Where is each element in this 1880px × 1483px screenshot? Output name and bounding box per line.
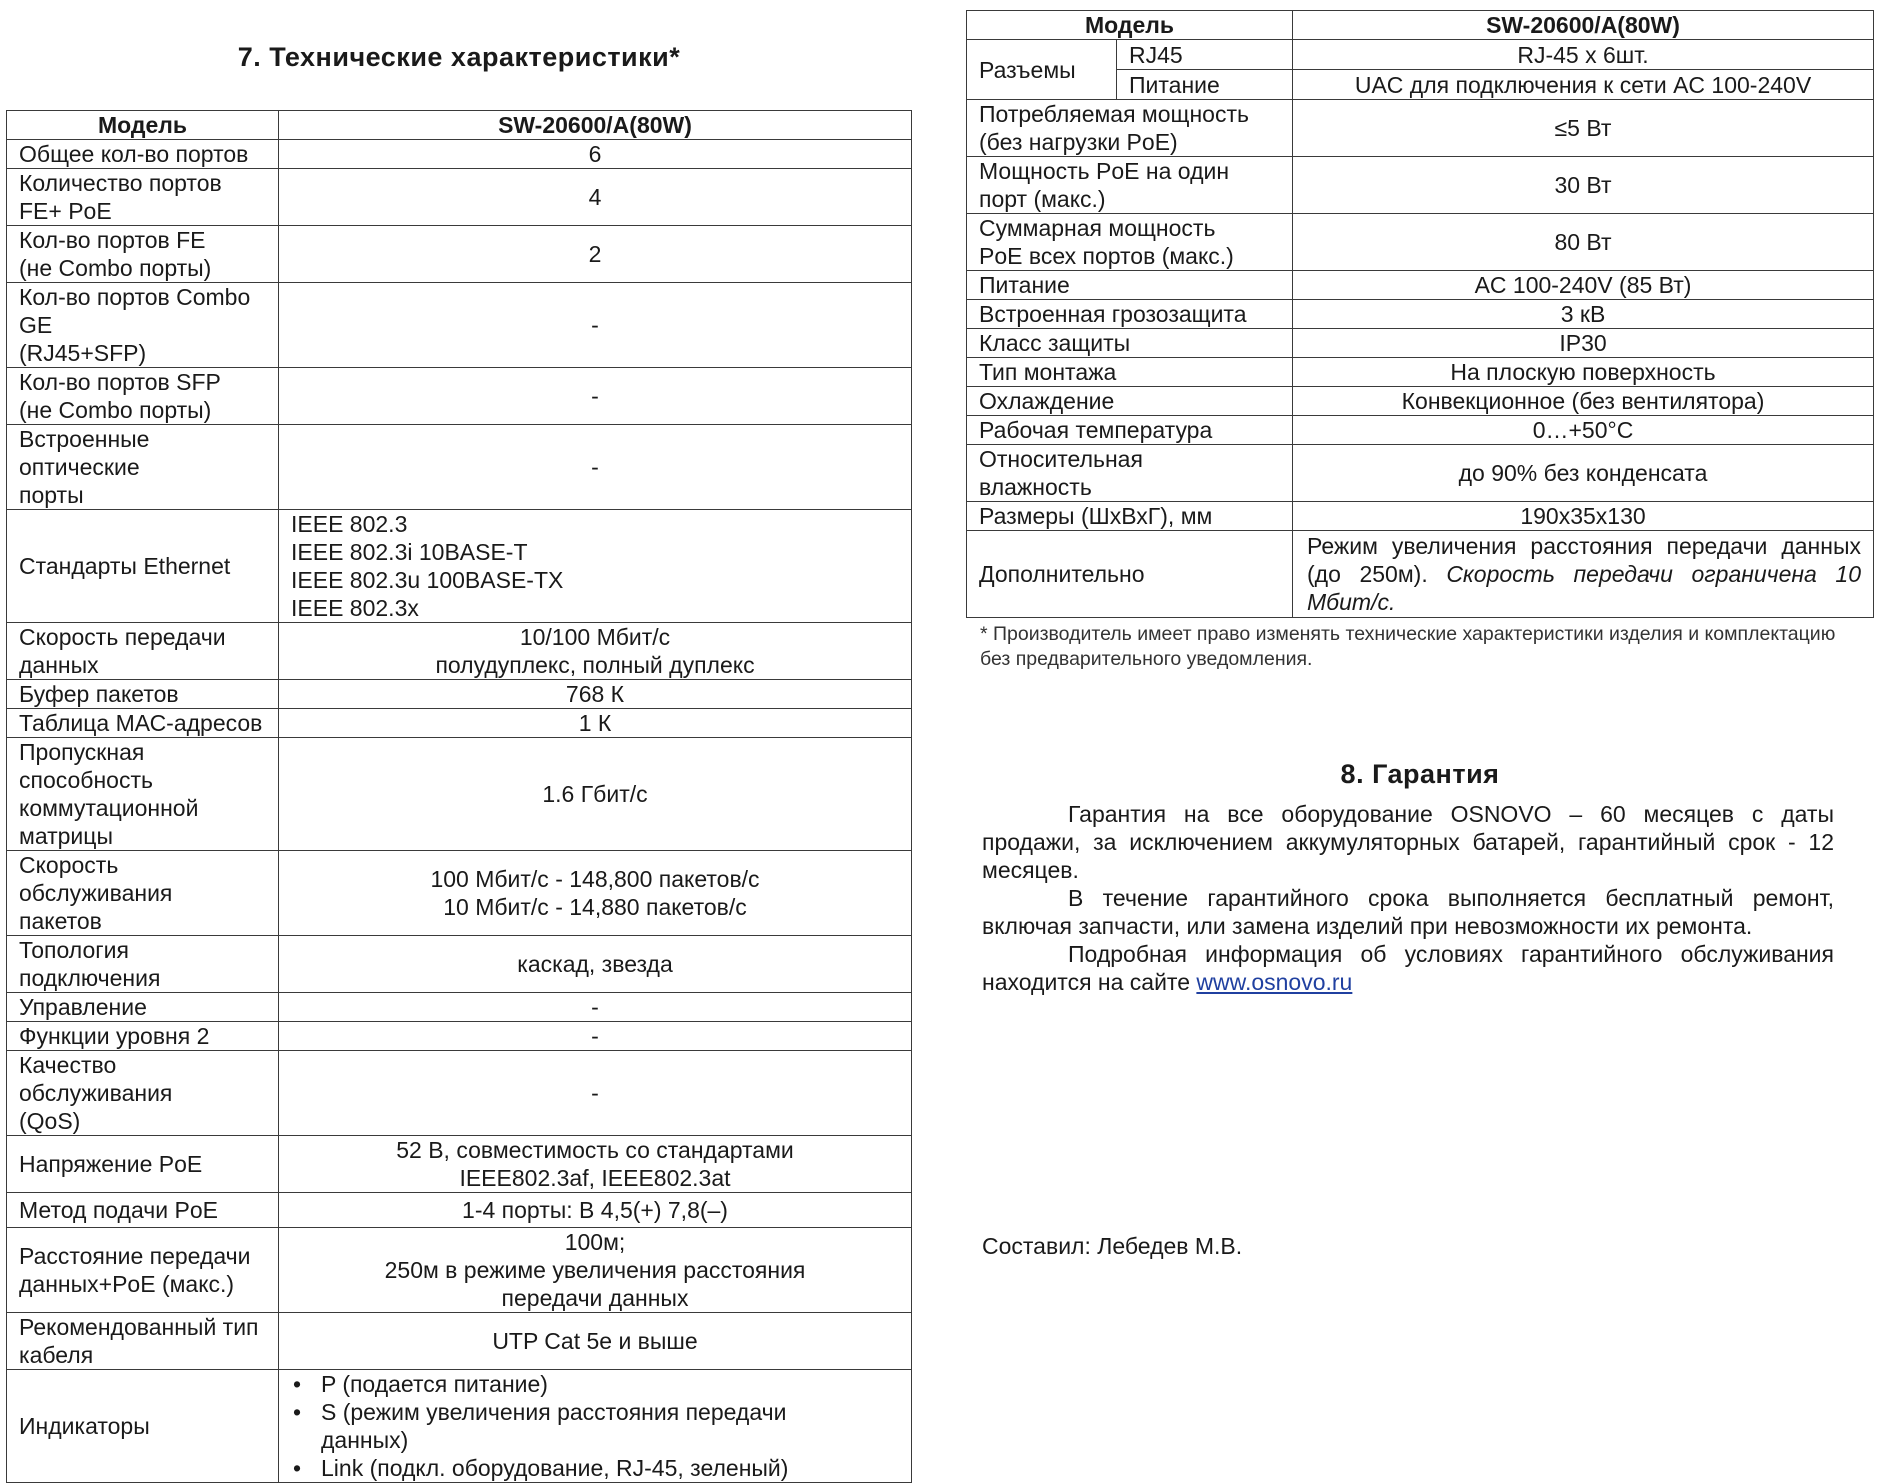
cell-line: -: [591, 312, 599, 338]
cell-line: Класс защиты: [979, 330, 1131, 356]
cell-line: 4: [588, 184, 602, 210]
extra-row-body: [967, 531, 1874, 618]
cell-line: UTP Cat 5e и выше: [492, 1328, 698, 1354]
warranty-paragraph: Гарантия на все оборудование OSNOVO – 60 месяцев с даты продажи, за исключением аккумуляторных батарей, гарантийный срок - 12 месяцев.: [982, 801, 1834, 883]
spec-table-right-body: [967, 40, 1874, 531]
cell-line: полудуплекс, полный дуплекс: [435, 652, 755, 678]
table-row: [7, 680, 912, 709]
row-value: [1293, 157, 1874, 214]
website-link[interactable]: www.osnovo.ru: [1196, 969, 1353, 995]
warranty-paragraph: [982, 940, 1834, 996]
cell-line: порты: [19, 482, 84, 508]
list-item: [279, 1454, 899, 1482]
header-model-value: SW-20600/A(80W): [1293, 11, 1874, 40]
row-label: [7, 425, 279, 510]
cell-line: Суммарная мощность: [979, 215, 1216, 241]
cell-line: 30 Вт: [1554, 172, 1612, 198]
row-label: [967, 416, 1293, 445]
list-item: [279, 1370, 899, 1398]
cell-line: передачи данных: [501, 1285, 689, 1311]
row-value: [1293, 502, 1874, 531]
row-label: Разъемы: [967, 40, 1117, 100]
cell-line: Метод подачи PoE: [19, 1197, 218, 1223]
table-row: [7, 140, 912, 169]
table-row: [967, 214, 1874, 271]
cell-line: каскад, звезда: [517, 951, 673, 977]
row-value: [1293, 387, 1874, 416]
cell-line: Мощность PoE на один: [979, 158, 1230, 184]
extra-text: Режим увеличения расстояния передачи данных (до 250м).: [1307, 533, 1861, 587]
cell-line: IEEE 802.3i 10BASE-T: [291, 539, 528, 565]
cell-line: Функции уровня 2: [19, 1023, 210, 1049]
cell-line: Охлаждение: [979, 388, 1115, 414]
cell-line: S (режим увеличения расстояния передачи: [321, 1399, 787, 1425]
cell-line: Стандарты Ethernet: [19, 553, 231, 579]
cell-line: 1-4 порты: В 4,5(+) 7,8(–): [462, 1197, 728, 1223]
sub-label: Питание: [1117, 70, 1293, 100]
table-row: [7, 510, 912, 623]
row-label: [7, 680, 279, 709]
table-row: [967, 416, 1874, 445]
cell-line: Кол-во портов Combo GE: [19, 284, 251, 338]
row-value: [279, 1370, 912, 1483]
cell-line: Таблица МАС-адресов: [19, 710, 263, 736]
bullet-icon: •: [293, 1399, 302, 1425]
cell-line: IEEE802.3af, IEEE802.3at: [459, 1165, 731, 1191]
table-row: [967, 40, 1874, 70]
cell-line: IEEE 802.3x: [291, 595, 419, 621]
row-label: [7, 1228, 279, 1313]
cell-line: Качество обслуживания: [19, 1052, 173, 1106]
row-label: [7, 623, 279, 680]
table-row: [7, 709, 912, 738]
cell-line: 100м;: [564, 1229, 626, 1255]
cell-line: 52 В, совместимость со стандартами: [396, 1137, 794, 1163]
cell-line: Тип монтажа: [979, 359, 1117, 385]
row-label: [7, 1313, 279, 1370]
row-value: RJ-45 x 6шт.: [1293, 40, 1874, 70]
spec-table-left-body: [7, 140, 912, 1483]
row-value: [279, 140, 912, 169]
cell-line: -: [591, 1023, 599, 1049]
cell-line: ≤5 Вт: [1554, 115, 1612, 141]
row-label: [7, 709, 279, 738]
row-label: [7, 226, 279, 283]
table-row: [967, 502, 1874, 531]
cell-line: Общее кол-во портов: [19, 141, 249, 167]
row-label: [7, 738, 279, 851]
row-value: [279, 169, 912, 226]
cell-line: 250м в режиме увеличения расстояния: [384, 1257, 806, 1283]
table-row: [7, 1022, 912, 1051]
cell-line: Расстояние передачи: [19, 1243, 251, 1269]
table-row: [7, 936, 912, 993]
cell-line: 3 кВ: [1560, 301, 1606, 327]
row-value: [279, 680, 912, 709]
row-value: [279, 425, 912, 510]
row-label: Индикаторы: [7, 1370, 279, 1483]
row-value: [279, 510, 912, 623]
cell-line: порт (макс.): [979, 186, 1106, 212]
cell-line: данных: [19, 652, 99, 678]
row-value: [279, 1136, 912, 1193]
row-label: [967, 157, 1293, 214]
header-model-value: SW-20600/A(80W): [279, 111, 912, 140]
table-row: [7, 1051, 912, 1136]
table-row: [967, 387, 1874, 416]
row-value: [1293, 329, 1874, 358]
cell-line: На плоскую поверхность: [1450, 359, 1716, 385]
table-row: [7, 993, 912, 1022]
row-label: [7, 851, 279, 936]
cell-line: Количество портов: [19, 170, 222, 196]
cell-line: Конвекционное (без вентилятора): [1401, 388, 1765, 414]
table-row: [7, 1193, 912, 1228]
cell-line: Скорость обслуживания: [19, 852, 173, 906]
row-label: [7, 169, 279, 226]
cell-line: коммутационной матрицы: [19, 795, 199, 849]
row-label: [7, 140, 279, 169]
cell-line: 10 Мбит/с - 14,880 пакетов/с: [443, 894, 747, 920]
warranty-paragraph-text: Подробная информация об условиях гарантийного обслуживания находится на сайте: [982, 941, 1834, 995]
cell-line: Рекомендованный тип: [19, 1314, 259, 1340]
table-row: [7, 1136, 912, 1193]
cell-line: 190x35x130: [1520, 503, 1646, 529]
left-page: [6, 30, 912, 1483]
cell-line: Размеры (ШхВхГ), мм: [979, 503, 1213, 529]
cell-line: 10/100 Мбит/с: [519, 624, 671, 650]
warranty-paragraph: В течение гарантийного срока выполняется бесплатный ремонт, включая запчасти, или замена изделий при невозможности их ремонта.: [982, 885, 1834, 939]
row-label: [7, 1051, 279, 1136]
row-label: [967, 445, 1293, 502]
cell-line: Рабочая температура: [979, 417, 1213, 443]
header-model: Модель: [7, 111, 279, 140]
row-value: [279, 1313, 912, 1370]
header-model: Модель: [967, 11, 1293, 40]
cell-line: до 90% без конденсата: [1458, 460, 1708, 486]
cell-line: IEEE 802.3: [291, 511, 408, 537]
cell-line: 768 К: [565, 681, 625, 707]
table-row: [7, 623, 912, 680]
row-value: UAC для подключения к сети AC 100-240V: [1293, 70, 1874, 100]
cell-line: Кол-во портов FE: [19, 227, 206, 253]
spec-table-left: [6, 110, 912, 1483]
cell-line: (RJ45+SFP): [19, 340, 147, 366]
cell-line: Кол-во портов SFP: [19, 369, 221, 395]
cell-line: кабеля: [19, 1342, 94, 1368]
row-value: [1293, 100, 1874, 157]
spec-section-title: 7. Технические характеристики*: [237, 42, 681, 72]
cell-line: Скорость передачи: [19, 624, 226, 650]
row-value: [1293, 445, 1874, 502]
cell-line: данных): [321, 1427, 409, 1453]
bullet-icon: •: [293, 1371, 302, 1397]
cell-line: Встроенная грозозащита: [979, 301, 1247, 327]
row-value: [279, 1022, 912, 1051]
cell-line: (не Combo порты): [19, 397, 212, 423]
cell-line: Встроенные оптические: [19, 426, 150, 480]
row-label: [7, 936, 279, 993]
table-row: [7, 425, 912, 510]
cell-line: P (подается питание): [321, 1371, 548, 1397]
row-value: [279, 1228, 912, 1313]
table-row: [7, 368, 912, 425]
cell-line: -: [591, 383, 599, 409]
row-label: [967, 271, 1293, 300]
spec-table-right: [966, 10, 1874, 618]
cell-line: Напряжение PoE: [19, 1151, 203, 1177]
cell-line: Link (подкл. оборудование, RJ-45, зеленый): [321, 1455, 789, 1481]
cell-line: 100 Мбит/с - 148,800 пакетов/с: [430, 866, 760, 892]
row-value: [1293, 300, 1874, 329]
table-row: [967, 445, 1874, 502]
cell-line: пакетов: [19, 908, 102, 934]
cell-line: (QoS): [19, 1108, 81, 1134]
right-page: [966, 10, 1874, 996]
row-value: [1293, 214, 1874, 271]
row-label: [7, 993, 279, 1022]
row-label: [967, 100, 1293, 157]
cell-line: 1 К: [578, 710, 612, 736]
row-label: [7, 1022, 279, 1051]
cell-line: (без нагрузки PoE): [979, 129, 1178, 155]
cell-line: данных+PoE (макс.): [19, 1271, 235, 1297]
row-label: [967, 358, 1293, 387]
cell-line: IEEE 802.3u 100BASE-TX: [291, 567, 564, 593]
cell-line: AC 100-240V (85 Вт): [1474, 272, 1692, 298]
row-value: [279, 851, 912, 936]
cell-line: Буфер пакетов: [19, 681, 179, 707]
table-row: [967, 329, 1874, 358]
cell-line: -: [591, 994, 599, 1020]
cell-line: 80 Вт: [1554, 229, 1612, 255]
row-label: [7, 1136, 279, 1193]
row-label: [967, 502, 1293, 531]
row-value: [279, 709, 912, 738]
cell-line: 0…+50°C: [1532, 417, 1634, 443]
table-row: [7, 226, 912, 283]
table-row: [7, 169, 912, 226]
row-value: [1293, 271, 1874, 300]
list-item: [279, 1398, 899, 1454]
cell-line: Топология подключения: [19, 937, 161, 991]
cell-line: влажность: [979, 474, 1092, 500]
row-value: [279, 283, 912, 368]
row-value: [279, 1051, 912, 1136]
table-row: [7, 738, 912, 851]
sub-label: RJ45: [1117, 40, 1293, 70]
table-row: [7, 1370, 912, 1483]
row-value: [279, 623, 912, 680]
table-row: [7, 1313, 912, 1370]
cell-line: 6: [588, 141, 602, 167]
cell-line: 2: [588, 241, 602, 267]
cell-line: -: [591, 454, 599, 480]
cell-line: Питание: [979, 272, 1070, 298]
row-value: [279, 936, 912, 993]
cell-line: -: [591, 1080, 599, 1106]
row-value: [1293, 416, 1874, 445]
row-label: [967, 329, 1293, 358]
extra-text-italic: Скорость передачи ограничена 10 Мбит/с.: [1307, 561, 1861, 615]
row-label: [7, 283, 279, 368]
row-value: [1293, 531, 1874, 618]
row-value: [279, 226, 912, 283]
table-row: [7, 851, 912, 936]
cell-line: Относительная: [979, 446, 1143, 472]
cell-line: (не Combo порты): [19, 255, 212, 281]
row-label: [967, 387, 1293, 416]
table-row: [967, 271, 1874, 300]
row-label: [7, 510, 279, 623]
footnote: * Производитель имеет право изменять технические характеристики изделия и комплектацию без предварительного уведомления.: [980, 623, 1836, 670]
row-value: [1293, 358, 1874, 387]
row-label: Дополнительно: [967, 531, 1293, 618]
cell-line: IP30: [1559, 330, 1607, 356]
table-row: [7, 1228, 912, 1313]
table-row: [967, 358, 1874, 387]
row-label: [967, 214, 1293, 271]
cell-line: Пропускная способность: [19, 739, 153, 793]
cell-line: Управление: [19, 994, 147, 1020]
row-value: [279, 1193, 912, 1228]
row-label: [7, 1193, 279, 1228]
bullet-icon: •: [293, 1455, 302, 1481]
cell-line: 1.6 Гбит/с: [542, 781, 648, 807]
spec-table-header: [7, 111, 912, 140]
table-row: [967, 531, 1874, 618]
row-value: [279, 738, 912, 851]
cell-line: FE+ PoE: [19, 198, 112, 224]
table-row: [967, 100, 1874, 157]
row-value: [279, 993, 912, 1022]
row-label: [7, 368, 279, 425]
row-label: [967, 300, 1293, 329]
cell-line: Потребляемая мощность: [979, 101, 1249, 127]
cell-line: PoE всех портов (макс.): [979, 243, 1234, 269]
warranty-section-title: 8. Гарантия: [1340, 759, 1500, 789]
table-row: [967, 157, 1874, 214]
indicator-list: [279, 1370, 899, 1482]
row-value: [279, 368, 912, 425]
warranty-text: [982, 800, 1834, 996]
table-row: [967, 300, 1874, 329]
table-row: [7, 283, 912, 368]
spec-table-header: [967, 11, 1874, 40]
author-note: Составил: Лебедев М.В.: [982, 1233, 1243, 1259]
